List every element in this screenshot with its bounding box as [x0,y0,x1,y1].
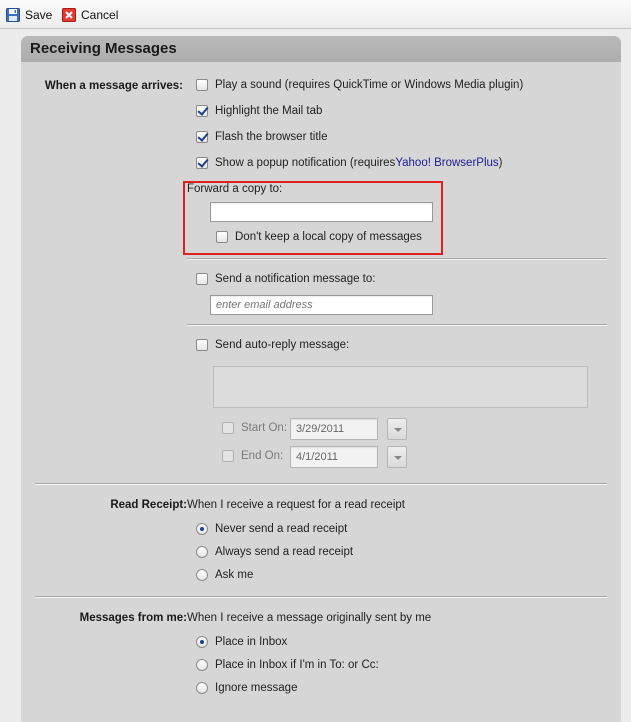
dont-keep-local-checkbox[interactable] [216,231,228,243]
highlight-tab-label: Highlight the Mail tab [215,105,323,117]
from-me-inbox-if-to-cc-option[interactable] [196,659,379,671]
from-me-inbox-label: Place in Inbox [215,636,288,648]
divider [187,258,607,260]
read-receipt-ask-label: Ask me [215,569,254,581]
dont-keep-local-label: Don't keep a local copy of messages [235,231,422,243]
panel-header [21,36,621,62]
arrival-section-label: When a message arrives: [44,80,183,92]
flash-title-option[interactable] [196,131,328,143]
from-me-ignore-option[interactable] [196,682,297,694]
divider [35,483,607,485]
read-receipt-never-radio[interactable] [196,523,208,535]
messages-from-me-desc: When I receive a message originally sent by me [187,612,432,624]
from-me-inbox-if-to-cc-label: Place in Inbox if I'm in To: or Cc: [215,659,379,671]
from-me-inbox-radio[interactable] [196,636,208,648]
browserplus-link[interactable]: Yahoo! BrowserPlus [395,157,499,169]
highlight-tab-option[interactable] [196,105,322,117]
read-receipt-label: Read Receipt: [110,499,187,511]
end-date-input[interactable] [290,446,378,468]
popup-notification-label: Show a popup notification [215,157,347,169]
flash-title-label: Flash the browser title [215,131,328,143]
read-receipt-never-label: Never send a read receipt [215,523,348,535]
divider [35,596,607,598]
start-on-option[interactable] [222,422,287,434]
popup-notification-checkbox[interactable] [196,157,208,169]
notification-label: Send a notification message to: [215,273,376,285]
dont-keep-local-option[interactable] [216,231,422,243]
play-sound-checkbox[interactable] [196,79,208,91]
play-sound-option[interactable] [196,79,523,91]
popup-notification-option[interactable] [196,157,503,169]
start-on-label: Start On: [241,422,288,434]
toolbar [0,0,631,29]
settings-panel [21,36,621,722]
forward-email-input[interactable] [210,202,433,222]
auto-reply-checkbox[interactable] [196,339,208,351]
flash-title-checkbox[interactable] [196,131,208,143]
page-title: Receiving Messages [30,40,177,57]
read-receipt-ask-option[interactable] [196,569,253,581]
from-me-ignore-radio[interactable] [196,682,208,694]
play-sound-label: Play a sound (requires QuickTime or Windows Media plugin) [215,79,524,91]
messages-from-me-label: Messages from me: [79,612,187,624]
notification-checkbox[interactable] [196,273,208,285]
highlight-tab-checkbox[interactable] [196,105,208,117]
notification-email-input[interactable] [210,295,433,315]
cancel-label: Cancel [81,7,119,22]
read-receipt-never-option[interactable] [196,523,347,535]
popup-requires-text: (requires [349,157,396,169]
notification-option[interactable] [196,273,375,285]
red-x-icon [62,8,76,22]
start-on-checkbox[interactable] [222,422,234,434]
save-label: Save [25,7,53,22]
read-receipt-desc: When I receive a request for a read receipt [187,499,405,511]
from-me-ignore-label: Ignore message [215,682,298,694]
divider [187,324,607,326]
read-receipt-ask-radio[interactable] [196,569,208,581]
from-me-inbox-if-to-cc-radio[interactable] [196,659,208,671]
forward-label: Forward a copy to: [187,183,283,195]
end-on-label: End On: [241,450,284,462]
end-on-option[interactable] [222,450,283,462]
read-receipt-always-label: Always send a read receipt [215,546,354,558]
from-me-inbox-option[interactable] [196,636,287,648]
start-date-input[interactable] [290,418,378,440]
save-button[interactable] [6,6,52,23]
end-date-dropdown-icon[interactable] [387,446,407,468]
popup-suffix-text: ) [498,157,503,169]
end-on-checkbox[interactable] [222,450,234,462]
read-receipt-always-option[interactable] [196,546,353,558]
auto-reply-label: Send auto-reply message: [215,339,350,351]
start-date-dropdown-icon[interactable] [387,418,407,440]
floppy-disk-icon [6,8,20,22]
auto-reply-message-textarea[interactable] [213,366,588,408]
cancel-button[interactable] [62,6,118,23]
auto-reply-option[interactable] [196,339,349,351]
read-receipt-always-radio[interactable] [196,546,208,558]
